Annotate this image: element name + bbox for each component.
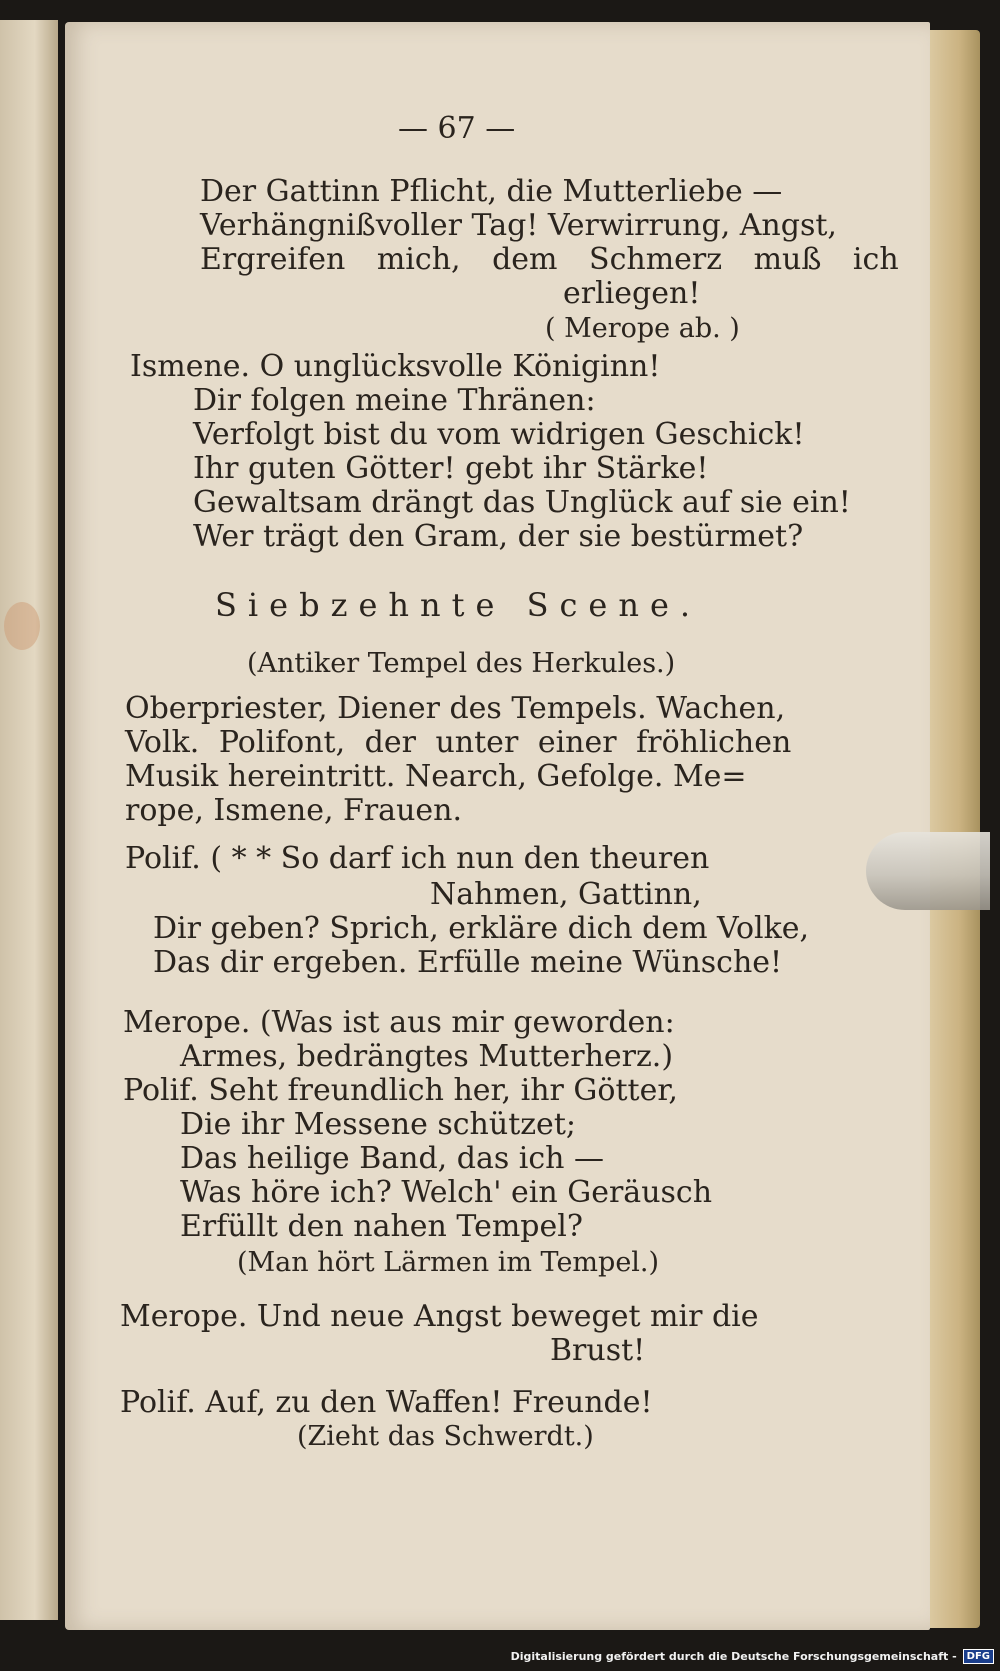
text-line: Nahmen, Gattinn,: [430, 877, 702, 912]
footer-credit: Digitalisierung gefördert durch die Deutsche Forschungsgemeinschaft -: [510, 1649, 957, 1663]
book-page: [65, 22, 930, 1630]
text-line: erliegen!: [563, 276, 701, 311]
page-clip: [866, 832, 990, 910]
cast-line: Volk. Polifont, der unter einer fröhlichen: [125, 725, 792, 760]
text-line: Brust!: [550, 1333, 646, 1368]
speaker-line: Merope. (Was ist aus mir geworden:: [123, 1005, 675, 1040]
text-line: Verhängnißvoller Tag! Verwirrung, Angst,: [200, 208, 837, 243]
text-line: Dir folgen meine Thränen:: [193, 383, 596, 418]
speaker-line: Ismene. O unglücksvolle Königinn!: [130, 349, 661, 384]
page-fore-edge: [928, 30, 980, 1628]
text-line: Armes, bedrängtes Mutterherz.): [180, 1039, 674, 1074]
speaker-line: Polif. Auf, zu den Waffen! Freunde!: [120, 1385, 653, 1420]
speaker-line: Polif. ( * * So darf ich nun den theuren: [125, 841, 710, 876]
dfg-logo: DFG: [963, 1649, 994, 1664]
facing-page-edge: [0, 20, 58, 1620]
text-line: Die ihr Messene schützet;: [180, 1107, 576, 1142]
stage-direction: (Zieht das Schwerdt.): [297, 1421, 594, 1452]
text-line: Das dir ergeben. Erfülle meine Wünsche!: [153, 945, 783, 980]
speaker-line: Polif. Seht freundlich her, ihr Götter,: [123, 1073, 678, 1108]
cast-line: Oberpriester, Diener des Tempels. Wachen,: [125, 691, 786, 726]
text-line: Erfüllt den nahen Tempel?: [180, 1209, 583, 1244]
text-line: Ihr guten Götter! gebt ihr Stärke!: [193, 451, 709, 486]
text-line: Ergreifen mich, dem Schmerz muß ich: [200, 242, 899, 277]
text-line: Das heilige Band, das ich —: [180, 1141, 605, 1176]
stage-direction: ( Merope ab. ): [545, 313, 740, 344]
text-line: Der Gattinn Pflicht, die Mutterliebe —: [200, 174, 783, 209]
cast-line: Musik hereintritt. Nearch, Gefolge. Me=: [125, 759, 747, 794]
cast-line: rope, Ismene, Frauen.: [125, 793, 463, 828]
scene-heading: Siebzehnte Scene.: [215, 586, 702, 624]
text-line: Wer trägt den Gram, der sie bestürmet?: [193, 519, 804, 554]
text-line: Dir geben? Sprich, erkläre dich dem Volke,: [153, 911, 810, 946]
digitization-footer: [511, 1647, 994, 1665]
text-line: Verfolgt bist du vom widrigen Geschick!: [193, 417, 805, 452]
paper-stain: [4, 602, 40, 650]
speaker-line: Merope. Und neue Angst beweget mir die: [120, 1299, 759, 1334]
page-number: — 67 —: [398, 111, 516, 146]
stage-direction: (Man hört Lärmen im Tempel.): [237, 1247, 660, 1278]
text-line: Gewaltsam drängt das Unglück auf sie ein!: [193, 485, 851, 520]
scene-setting: (Antiker Tempel des Herkules.): [247, 648, 676, 679]
text-line: Was höre ich? Welch' ein Geräusch: [180, 1175, 713, 1210]
